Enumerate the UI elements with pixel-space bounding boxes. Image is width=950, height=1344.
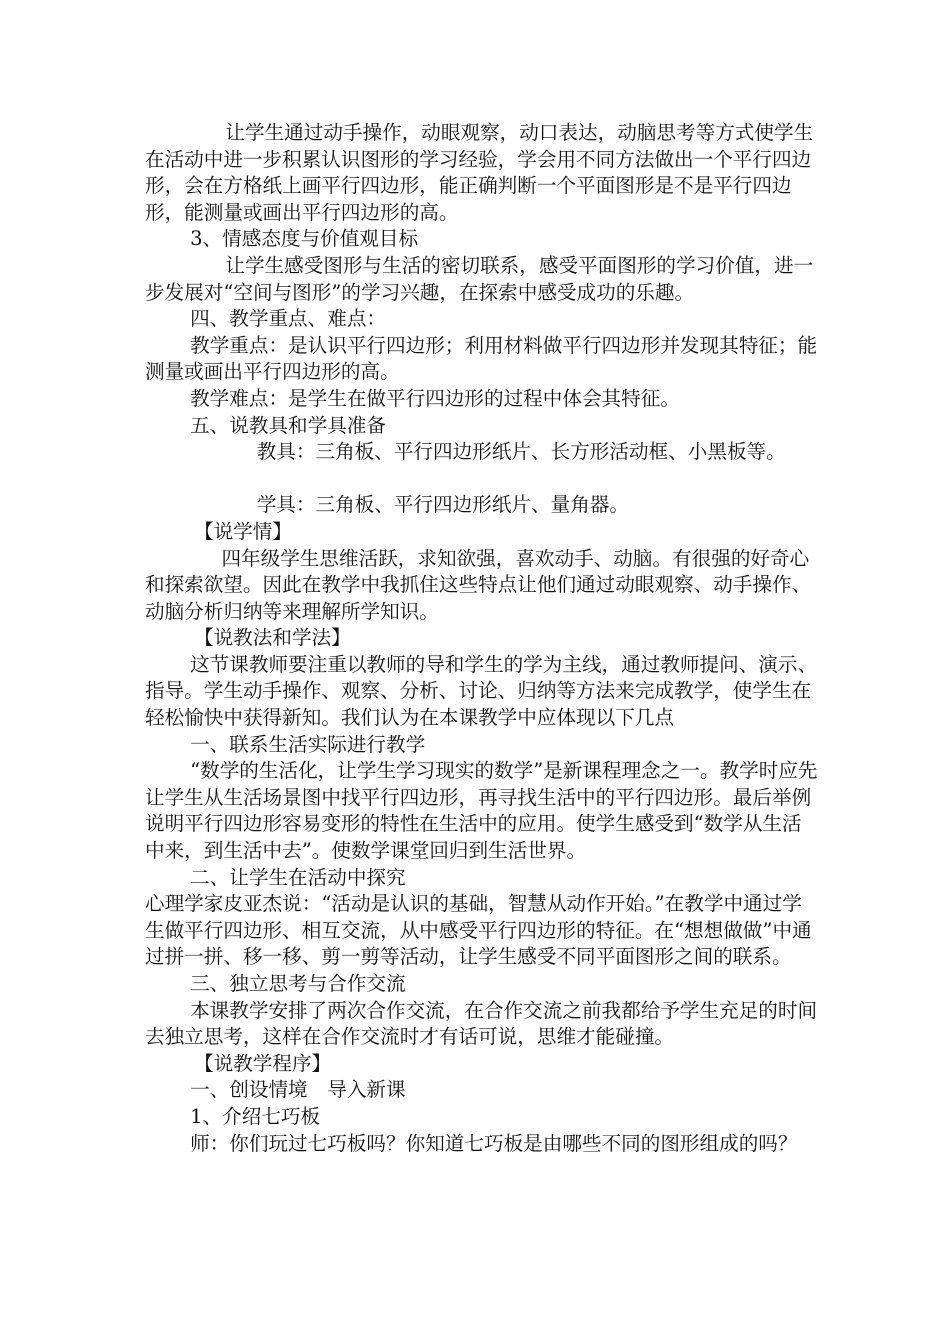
heading-life-connection: 一、联系生活实际进行教学 [190, 732, 426, 756]
heading-teaching-methods: 【说教法和学法】 [194, 626, 351, 650]
heading-teaching-tools: 五、说教具和学具准备 [190, 413, 387, 437]
paragraph-skill-goal: 让学生通过动手操作，动眼观察，动口表达，动脑思考等方式使学生在活动中进一步积累认识图形的学习经验，学会用不同方法做出一个平行四边形，会在方格纸上画平行四边形，能正确判断一个平面图形是不是平行四边形，能测量或画出平行四边形的高。 [145, 121, 814, 224]
paragraph-teacher-question: 师：你们玩过七巧板吗？你知道七巧板是由哪些不同的图形组成的吗？ [190, 1131, 798, 1155]
heading-create-situation: 一、创设情境 导入新课 [190, 1078, 406, 1102]
heading-emotion-goal: 3、情感态度与价值观目标 [190, 227, 419, 251]
heading-teaching-procedure: 【说教学程序】 [194, 1051, 332, 1075]
paragraph-emotion-goal: 让学生感受图形与生活的密切联系，感受平面图形的学习价值，进一步发展对“空间与图形”的学习兴趣，在探索中感受成功的乐趣。 [145, 253, 814, 304]
paragraph-student-tools: 学具：三角板、平行四边形纸片、量角器。 [256, 493, 629, 517]
paragraph-student-analysis: 四年级学生思维活跃，求知欲强，喜欢动手、动脑。有很强的好奇心和探索欲望。因此在教学中我抓住这些特点让他们通过动眼观察、动手操作、动脑分析归纳等来理解所学知识。 [145, 546, 812, 623]
document-body [145, 120, 820, 1157]
heading-cooperation: 三、独立思考与合作交流 [190, 972, 406, 995]
paragraph-teacher-tools: 教具：三角板、平行四边形纸片、长方形活动框、小黑板等。 [256, 440, 786, 464]
heading-key-points: 四、教学重点、难点： [190, 307, 387, 331]
heading-tangram: 1、介绍七巧板 [190, 1104, 321, 1128]
paragraph-teaching-methods: 这节课教师要注重以教师的导和学生的学为主线，通过教师提问、演示、指导。学生动手操作、观察、分析、讨论、归纳等方法来完成教学，使学生在轻松愉快中获得新知。我们认为在本课教学中应体现以下几点 [145, 652, 818, 730]
paragraph-key-point: 教学重点：是认识平行四边形；利用材料做平行四边形并发现其特征；能测量或画出平行四边形的高。 [145, 333, 818, 384]
paragraph-difficult-point: 教学难点：是学生在做平行四边形的过程中体会其特征。 [190, 386, 680, 410]
heading-activity-exploration: 二、让学生在活动中探究 [190, 865, 406, 889]
paragraph-activity-exploration: 心理学家皮亚杰说：“活动是认识的基础，智慧从动作开始。”在教学中通过学生做平行四边形、相互交流，从中感受平行四边形的特征。在“想想做做”中通过拼一拼、移一移、剪一剪等活动，让学生感受不同平面图形之间的联系。 [145, 892, 812, 969]
heading-student-analysis: 【说学情】 [194, 519, 292, 543]
paragraph-cooperation: 本课教学安排了两次合作交流，在合作交流之前我都给予学生充足的时间去独立思考，这样在合作交流时才有话可说，思维才能碰撞。 [145, 998, 818, 1049]
paragraph-life-connection: “数学的生活化，让学生学习现实的数学”是新课程理念之一。教学时应先让学生从生活场景图中找平行四边形，再寻找生活中的平行四边形。最后举例说明平行四边形容易变形的特性在生活中的应用。使学生感受到“数学从生活中来，到生活中去”。使数学课堂回归到生活世界。 [145, 759, 818, 863]
